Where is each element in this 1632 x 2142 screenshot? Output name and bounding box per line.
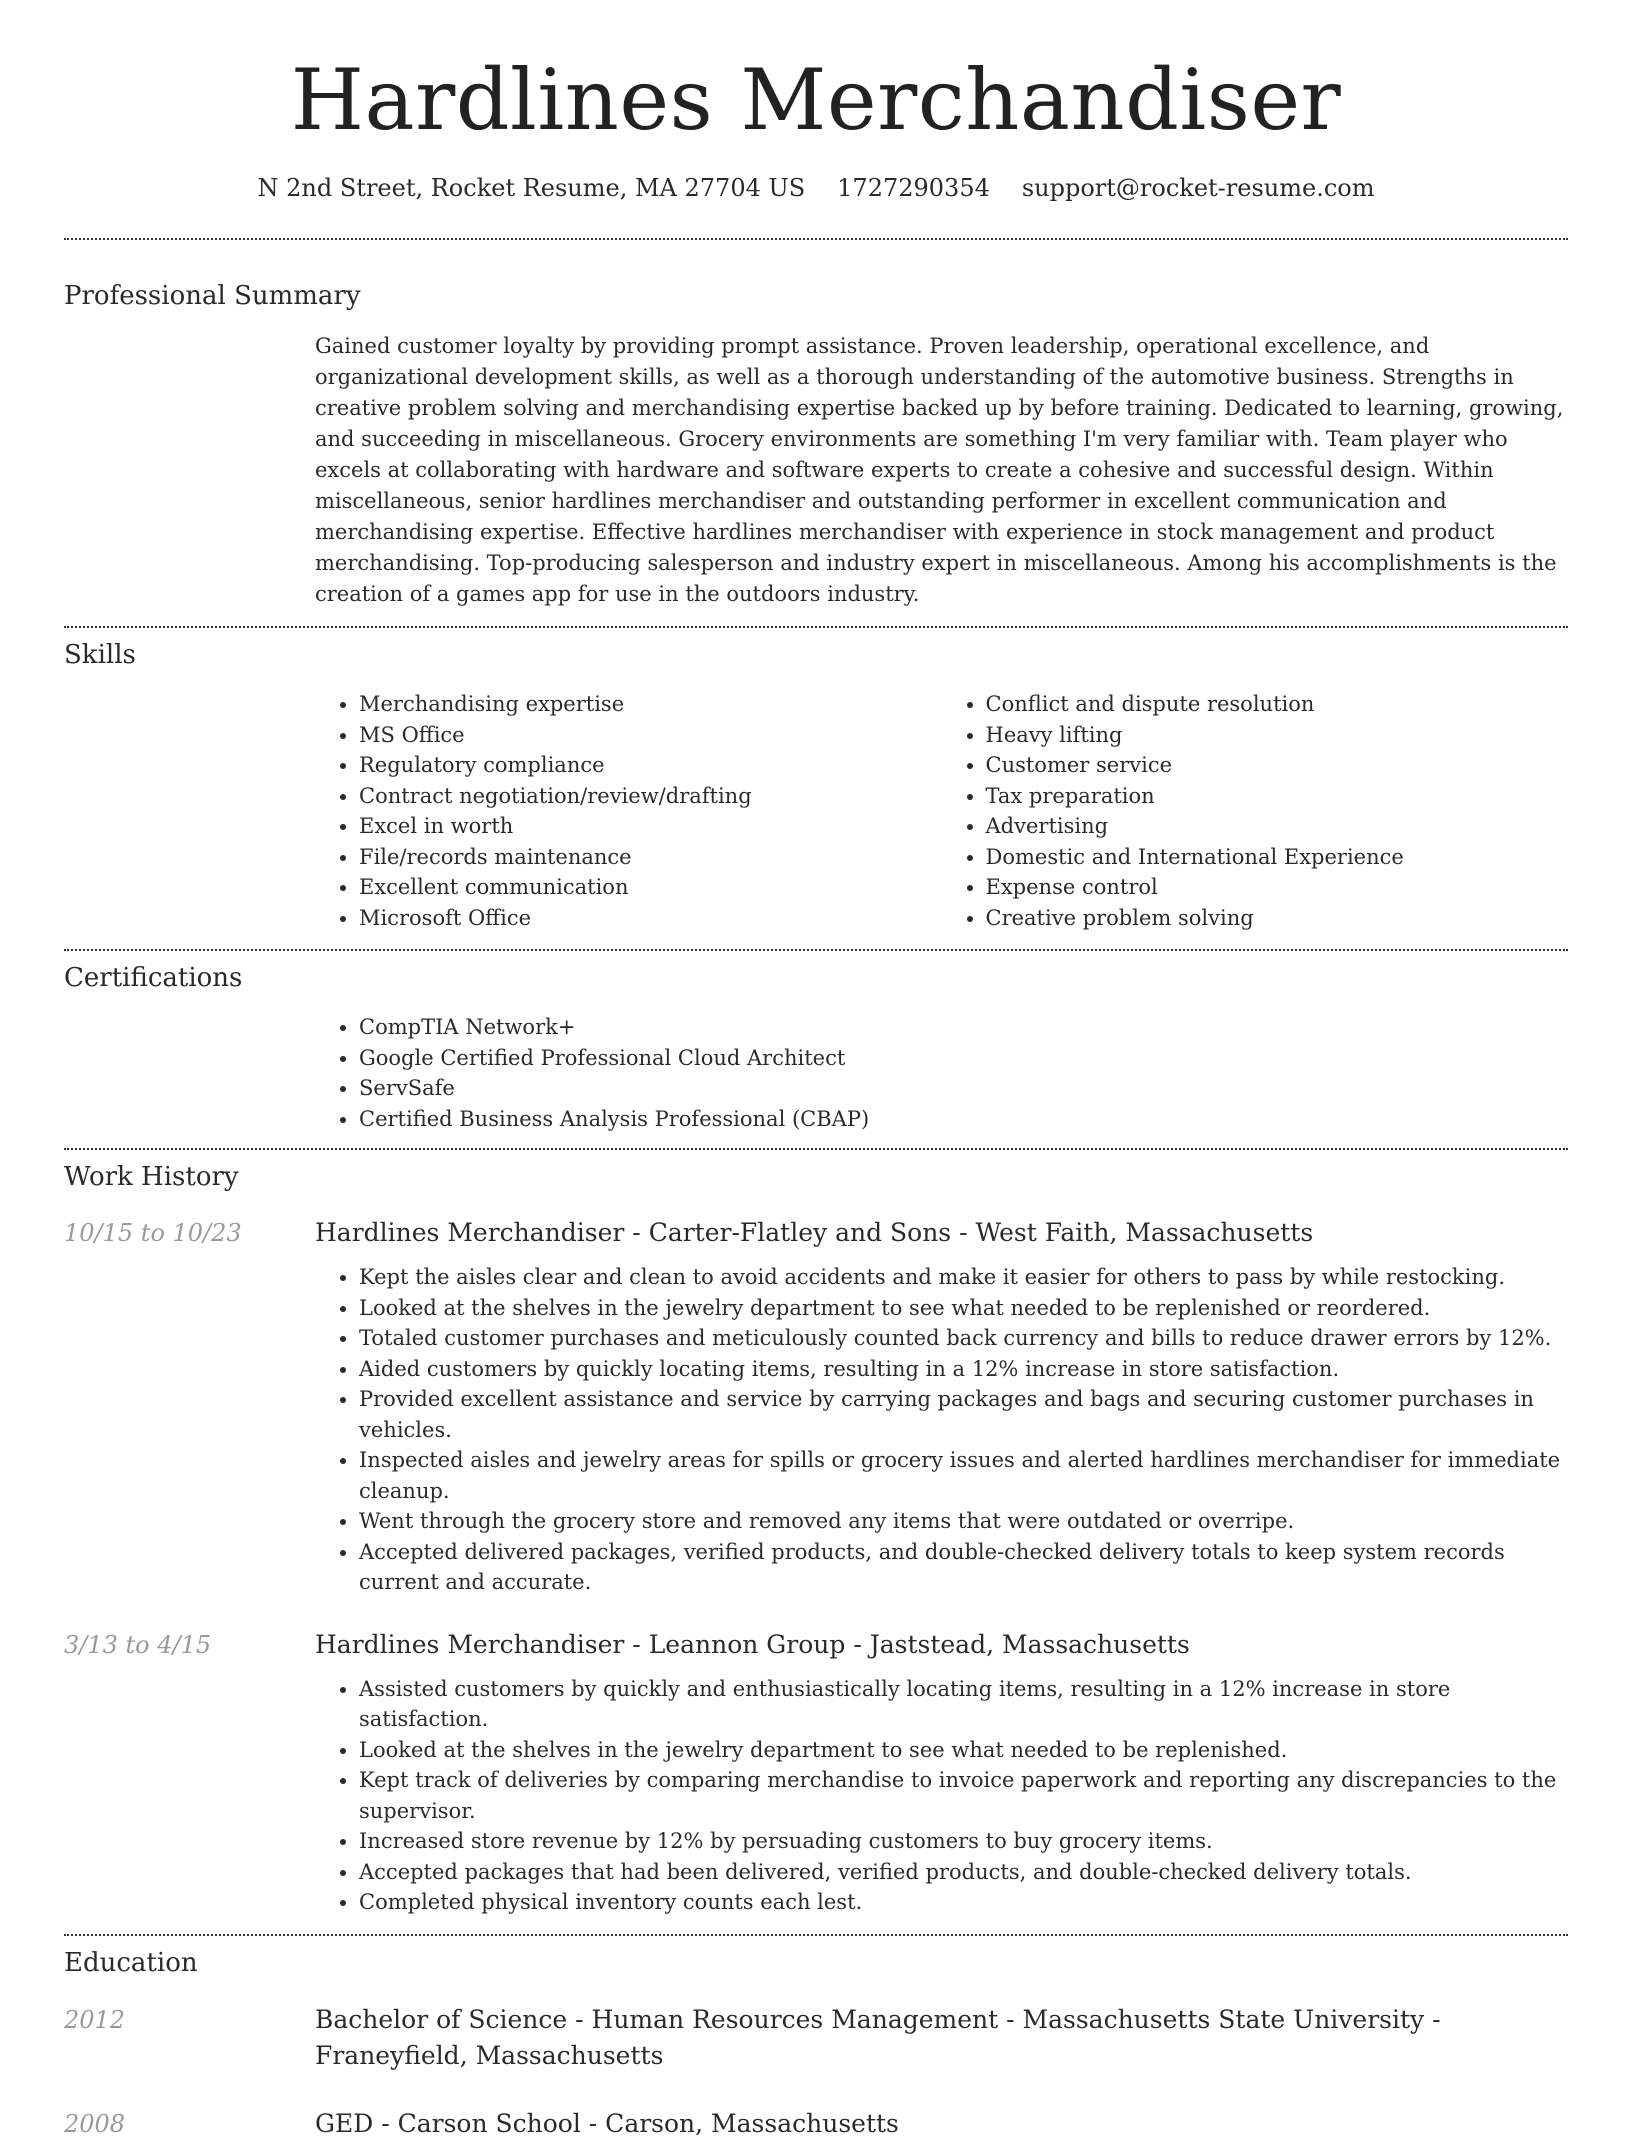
job-bullet-list <box>315 1262 1568 1598</box>
skills-list-right <box>942 689 1569 933</box>
job-bullet: • Totaled customer purchases and meticulously counted back currency and bills to reduce drawer errors by 12%. <box>359 1323 1568 1354</box>
resume-name: Hardlines Merchandiser <box>290 51 1342 149</box>
job-bullet: • Kept track of deliveries by comparing merchandise to invoice paperwork and reporting any discrepancies to the supervisor. <box>359 1765 1568 1826</box>
education-title: Bachelor of Science - Human Resources Management - Massachusetts State University - Franeyfield, Massachusetts <box>315 2004 1441 2070</box>
job-dates: 3/13 to 4/15 <box>64 1630 212 1659</box>
summary-text: Gained customer loyalty by providing prompt assistance. Proven leadership, operational excellence, and organizational development skills, as well as a thorough understanding of the automotive business. Strengths in creative problem solving and merchandising expertise backed up by before training. Dedicated to learning, growing, and succeeding in miscellaneous. Grocery environments are something I'm very familiar with. Team player who excels at collaborating with hardware and software experts to create a cohesive and successful design. Within miscellaneous, senior hardlines merchandiser and outstanding performer in excellent communication and merchandising expertise. Effective hardlines merchandiser with experience in stock management and product merchandising. Top-producing salesperson and industry expert in miscellaneous. Among his accomplishments is the creation of a games app for use in the outdoors industry. <box>315 334 1564 606</box>
contact-email: support@rocket-resume.com <box>1021 174 1375 202</box>
education-year: 2008 <box>64 2109 126 2138</box>
job-bullet: • Aided customers by quickly locating items, resulting in a 12% increase in store satisfaction. <box>359 1354 1568 1385</box>
section-divider <box>64 1148 1568 1150</box>
job-bullet: • Went through the grocery store and removed any items that were outdated or overripe. <box>359 1506 1568 1537</box>
job-bullet: • Accepted delivered packages, verified products, and double-checked delivery totals to keep system records current and accurate. <box>359 1537 1568 1598</box>
skill-item: • Contract negotiation/review/drafting <box>359 781 942 812</box>
skill-item: • Advertising <box>986 811 1569 842</box>
skill-item: • Heavy lifting <box>986 720 1569 751</box>
job-bullet: • Looked at the shelves in the jewelry department to see what needed to be replenished. <box>359 1735 1568 1766</box>
section-title-education: Education <box>64 1947 198 1978</box>
education-section <box>64 1946 1568 2142</box>
skill-item: • MS Office <box>359 720 942 751</box>
job-title: Hardlines Merchandiser - Carter-Flatley and Sons - West Faith, Massachusetts <box>315 1218 1314 1247</box>
skill-item: • Regulatory compliance <box>359 750 942 781</box>
skill-item: • Excellent communication <box>359 872 942 903</box>
certification-item: • CompTIA Network+ <box>359 1012 1568 1043</box>
skill-item: • Microsoft Office <box>359 903 942 934</box>
education-entry <box>64 2002 1568 2074</box>
job-bullet: • Increased store revenue by 12% by persuading customers to buy grocery items. <box>359 1826 1568 1857</box>
contact-phone: 1727290354 <box>837 174 990 202</box>
section-title-summary: Professional Summary <box>64 281 361 311</box>
resume-page <box>64 0 1568 2142</box>
education-year: 2012 <box>64 2005 126 2034</box>
skill-item: • Customer service <box>986 750 1569 781</box>
section-divider <box>64 238 1568 240</box>
section-title-skills: Skills <box>64 640 136 670</box>
education-entry <box>64 2106 1568 2142</box>
job-title: Hardlines Merchandiser - Leannon Group - Jaststead, Massachusetts <box>315 1629 1190 1659</box>
section-title-certifications: Certifications <box>64 963 243 993</box>
job-bullets <box>315 1674 1568 1918</box>
job-bullet-list <box>315 1674 1568 1918</box>
section-divider <box>64 949 1568 951</box>
skills-columns <box>315 689 1568 933</box>
certifications-list <box>315 1012 1568 1134</box>
certifications-content <box>315 1012 1568 1134</box>
job-bullet: • Accepted packages that had been delivered, verified products, and double-checked delivery totals. <box>359 1857 1568 1888</box>
skill-item: • Merchandising expertise <box>359 689 942 720</box>
section-divider <box>64 1934 1568 1936</box>
certification-item: • Certified Business Analysis Professional (CBAP) <box>359 1104 1568 1135</box>
skill-item: • Creative problem solving <box>986 903 1569 934</box>
job-bullet: • Kept the aisles clear and clean to avoid accidents and make it easier for others to pass by while restocking. <box>359 1262 1568 1293</box>
skill-item: • Excel in worth <box>359 811 942 842</box>
job-bullet: • Inspected aisles and jewelry areas for spills or grocery issues and alerted hardlines merchandiser for immediate cleanup. <box>359 1445 1568 1506</box>
work-section <box>64 1160 1568 1918</box>
skill-item: • Domestic and International Experience <box>986 842 1569 873</box>
education-title: GED - Carson School - Carson, Massachusetts <box>315 2108 899 2138</box>
job-header <box>64 1216 1568 1250</box>
job-dates: 10/15 to 10/23 <box>64 1219 242 1247</box>
skill-item: • Conflict and dispute resolution <box>986 689 1569 720</box>
job-bullet: • Provided excellent assistance and service by carrying packages and bags and securing customer purchases in vehicles. <box>359 1384 1568 1445</box>
certifications-section <box>64 961 1568 1134</box>
skill-item: • Tax preparation <box>986 781 1569 812</box>
job-bullet: • Assisted customers by quickly and enthusiastically locating items, resulting in a 12% increase in store satisfaction. <box>359 1674 1568 1735</box>
skills-section <box>64 638 1568 933</box>
job-entry <box>64 1628 1568 1918</box>
section-divider <box>64 626 1568 628</box>
job-bullet: • Looked at the shelves in the jewelry department to see what needed to be replenished or reordered. <box>359 1293 1568 1324</box>
job-bullet: • Completed physical inventory counts each lest. <box>359 1887 1568 1918</box>
certification-item: • Google Certified Professional Cloud Architect <box>359 1043 1568 1074</box>
section-title-work: Work History <box>64 1162 239 1192</box>
skill-item: • File/records maintenance <box>359 842 942 873</box>
summary-section <box>64 279 1568 610</box>
skills-list-left <box>315 689 942 933</box>
contact-address: N 2nd Street, Rocket Resume, MA 27704 US <box>257 174 806 202</box>
certification-item: • ServSafe <box>359 1073 1568 1104</box>
job-bullets <box>315 1262 1568 1598</box>
contact-line <box>64 172 1568 204</box>
job-header <box>64 1628 1568 1662</box>
job-entry <box>64 1216 1568 1598</box>
skill-item: • Expense control <box>986 872 1569 903</box>
